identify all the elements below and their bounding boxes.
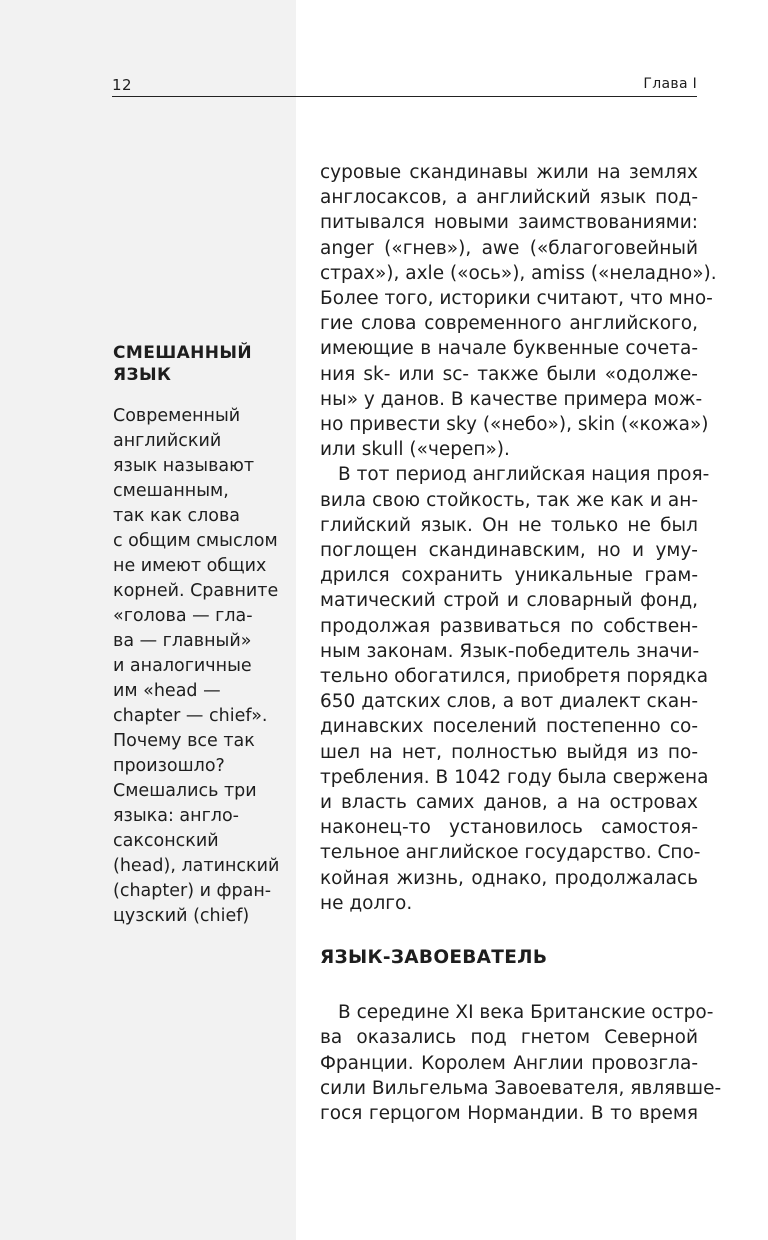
body-line: динавских поселений постепенно со- (320, 716, 698, 738)
body-line: В тот период английская нация проя- (338, 464, 710, 486)
paragraph (320, 160, 717, 462)
body-line: наконец-то установилось самостоя- (320, 817, 698, 839)
body-line: сили Вильгельма Завоевателя, являвше- (320, 1077, 722, 1099)
main-text (320, 160, 722, 1126)
body-line: ны» у данов. В качестве примера мож- (320, 388, 703, 410)
sidebar-line: так как слова (113, 506, 241, 526)
body-line: вила свою стойкость, так же как и ан- (320, 489, 698, 511)
sidebar-text (113, 404, 285, 929)
sidebar-line: «голова — гла- (113, 606, 253, 626)
sidebar-line: с общим смыслом (113, 531, 278, 551)
body-line: требления. В 1042 году была свержена (320, 766, 709, 788)
sidebar-line: корней. Сравните (113, 581, 279, 601)
paragraph (320, 1000, 722, 1126)
sidebar-line: (head), латинский (113, 856, 280, 876)
sidebar-line: Современный (113, 406, 241, 426)
body-line: anger («гнев»), awe («благоговейный (320, 237, 698, 259)
body-line: страх»), axle («ось»), amiss («неладно»). (320, 262, 717, 284)
body-line: 650 датских слов, а вот диалект скан- (320, 691, 698, 713)
section-heading: ЯЗЫК-ЗАВОЕВАТЕЛЬ (320, 947, 548, 969)
body-line: ния sk- или sc- также были «одолже- (320, 363, 698, 385)
body-line: поглощен скандинавским, но и уму- (320, 540, 698, 562)
running-header (112, 74, 697, 97)
body-line: но привести sky («небо»), skin («кожа») (320, 414, 709, 436)
sidebar-line: ва — главный» (113, 631, 252, 651)
body-line: и власть самих данов, а на островах (320, 792, 698, 814)
sidebar-line: цузский (chief) (113, 906, 250, 926)
body-line: койная жизнь, однако, продолжалась (320, 867, 698, 889)
body-line: шел на нет, полностью выйдя из по- (320, 741, 698, 763)
body-line: суровые скандинавы жили на землях (320, 162, 698, 183)
sidebar-line: им «head — (113, 681, 221, 701)
sidebar-line: произошло? (113, 756, 225, 776)
body-line: Франции. Королем Англии провозгла- (320, 1052, 698, 1074)
body-line: В середине XI века Британские остро- (338, 1002, 714, 1024)
sidebar-line: chapter — chief». (113, 706, 268, 726)
sidebar-line: саксонский (113, 831, 219, 851)
sidebar-title-line: СМЕШАННЫЙ (113, 343, 253, 363)
paragraph (320, 462, 710, 916)
sidebar-note (113, 342, 285, 929)
body-line: имеющие в начале буквенные сочета- (320, 338, 698, 360)
body-line: глийский язык. Он не только не был (320, 514, 698, 536)
page-number: 12 (112, 76, 133, 94)
body-line: тельное английское государство. Спо- (320, 842, 701, 864)
sidebar-title-line: ЯЗЫК (113, 365, 172, 385)
chapter-label: Глава I (643, 76, 697, 92)
body-line: гие слова современного английского, (320, 313, 698, 335)
sidebar-line: язык называют (113, 456, 255, 476)
sidebar-line: Смешались три (113, 781, 257, 801)
body-line: продолжая развиваться по собствен- (320, 615, 698, 637)
body-line: англосаксов, а английский язык под- (320, 187, 698, 209)
body-line: не долго. (320, 892, 413, 914)
sidebar-line: английский (113, 431, 222, 451)
body-line: ва оказались под гнетом Северной (320, 1027, 698, 1049)
sidebar-title (113, 342, 285, 386)
body-line: ным законам. Язык-победитель значи- (320, 640, 700, 662)
body-line: или skull («череп»). (320, 439, 510, 461)
body-line: Более того, историки считают, что мно- (320, 288, 713, 310)
sidebar-line: (chapter) и фран- (113, 881, 272, 901)
sidebar-line: смешанным, (113, 481, 229, 501)
body-line: матический строй и словарный фонд, (320, 590, 698, 612)
body-line: гося герцогом Нормандии. В то время (320, 1102, 698, 1124)
body-line: тельно обогатился, приобретя порядка (320, 666, 709, 688)
sidebar-line: Почему все так (113, 731, 255, 751)
body-line: дрился сохранить уникальные грам- (320, 565, 698, 587)
sidebar-line: языка: англо- (113, 806, 239, 826)
body-line: питывался новыми заимствованиями: (320, 212, 698, 234)
sidebar-line: и аналогичные (113, 656, 252, 676)
sidebar-line: не имеют общих (113, 556, 267, 576)
